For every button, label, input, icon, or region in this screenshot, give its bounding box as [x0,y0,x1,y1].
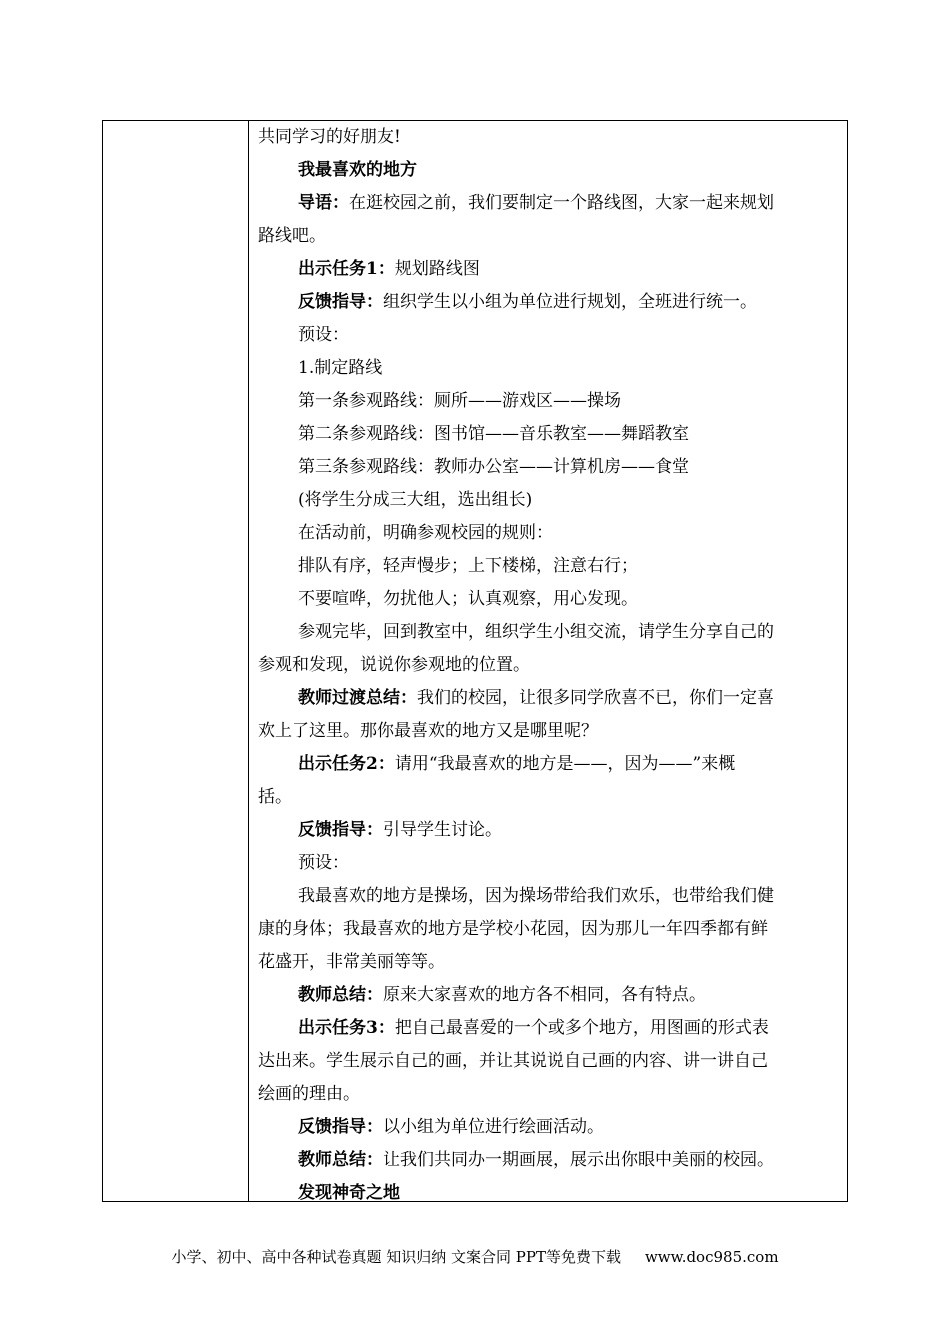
text-line [258,616,840,649]
line-text: 排队有序，轻声慢步；上下楼梯，注意右行； [298,556,638,576]
text-line [258,484,840,517]
line-text: 达出来。学生展示自己的画，并让其说说自己画的内容、讲一讲自己 [258,1051,768,1071]
line-text: (将学生分成三大组，选出组长) [298,490,533,510]
line-text: 绘画的理由。 [258,1084,360,1104]
text-line [258,154,840,187]
line-text: 参观完毕，回到教室中，组织学生小组交流，请学生分享自己的 [298,622,774,642]
line-text: 第三条参观路线：教师办公室——计算机房——食堂 [298,457,689,477]
text-line [258,715,840,748]
text-line [258,517,840,550]
bold-label: 反馈指导： [298,1117,383,1137]
text-line [258,286,840,319]
text-line [258,187,840,220]
text-line [258,814,840,847]
line-text: 我们的校园，让很多同学欣喜不已，你们一定喜 [417,688,774,708]
bold-label: 教师过渡总结： [298,688,417,708]
text-line [258,121,840,154]
text-line [258,979,840,1012]
text-line [258,682,840,715]
bold-label: 教师总结： [298,1150,383,1170]
text-line [258,1177,840,1210]
text-line [258,1078,840,1111]
text-line [258,748,840,781]
bold-label: 教师总结： [298,985,383,1005]
line-text: 参观和发现，说说你参观地的位置。 [258,655,530,675]
text-line [258,451,840,484]
bold-label: 我最喜欢的地方 [298,160,417,180]
bold-label: 出示任务2： [298,754,395,774]
text-line [258,649,840,682]
lesson-plan-table [102,120,848,1202]
line-text: 第一条参观路线：厕所——游戏区——操场 [298,391,621,411]
text-line [258,781,840,814]
text-line [258,1144,840,1177]
bold-label: 导语： [298,193,349,213]
bold-label: 出示任务1： [298,259,395,279]
text-line [258,550,840,583]
text-line [258,913,840,946]
line-text: 组织学生以小组为单位进行规划，全班进行统一。 [383,292,757,312]
text-line [258,352,840,385]
line-text: 预设： [298,853,349,873]
footer-url: www.doc985.com [644,1248,779,1266]
line-text: 1.制定路线 [298,358,383,378]
line-text: 引导学生讨论。 [383,820,502,840]
bold-label: 反馈指导： [298,820,383,840]
text-line [258,583,840,616]
lesson-content-cell [258,121,840,1210]
line-text: 请用“我最喜欢的地方是——，因为——”来概 [394,754,736,774]
text-line [258,220,840,253]
line-text: 把自己最喜爱的一个或多个地方，用图画的形式表 [394,1018,769,1038]
text-line [258,1111,840,1144]
line-text: 规划路线图 [394,259,480,279]
text-line [258,418,840,451]
line-text: 不要喧哗，勿扰他人；认真观察，用心发现。 [298,589,638,609]
footer-text: 小学、初中、高中各种试卷真题 知识归纳 文案合同 PPT等免费下载 [171,1248,621,1266]
bold-label: 发现神奇之地 [298,1183,400,1203]
column-divider [248,121,249,1201]
text-line [258,1012,840,1045]
text-line [258,385,840,418]
text-line [258,946,840,979]
text-line [258,880,840,913]
line-text: 括。 [258,787,292,807]
line-text: 欢上了这里。那你最喜欢的地方又是哪里呢？ [258,721,598,741]
text-line [258,847,840,880]
bold-label: 反馈指导： [298,292,383,312]
line-text: 第二条参观路线：图书馆——音乐教室——舞蹈教室 [298,424,689,444]
text-line [258,253,840,286]
line-text: 预设： [298,325,349,345]
line-text: 花盛开，非常美丽等等。 [258,952,445,972]
line-text: 以小组为单位进行绘画活动。 [383,1117,604,1137]
bold-label: 出示任务3： [298,1018,395,1038]
page-footer [0,1246,950,1267]
line-text: 原来大家喜欢的地方各不相同，各有特点。 [383,985,706,1005]
text-line [258,1045,840,1078]
line-text: 在活动前，明确参观校园的规则： [298,523,553,543]
text-line [258,319,840,352]
line-text: 让我们共同办一期画展，展示出你眼中美丽的校园。 [383,1150,774,1170]
line-text: 康的身体；我最喜欢的地方是学校小花园，因为那儿一年四季都有鲜 [258,919,768,939]
line-text: 我最喜欢的地方是操场，因为操场带给我们欢乐，也带给我们健 [298,886,774,906]
line-text: 在逛校园之前，我们要制定一个路线图，大家一起来规划 [349,193,774,213]
line-text: 路线吧。 [258,226,326,246]
line-text: 共同学习的好朋友! [258,127,401,147]
